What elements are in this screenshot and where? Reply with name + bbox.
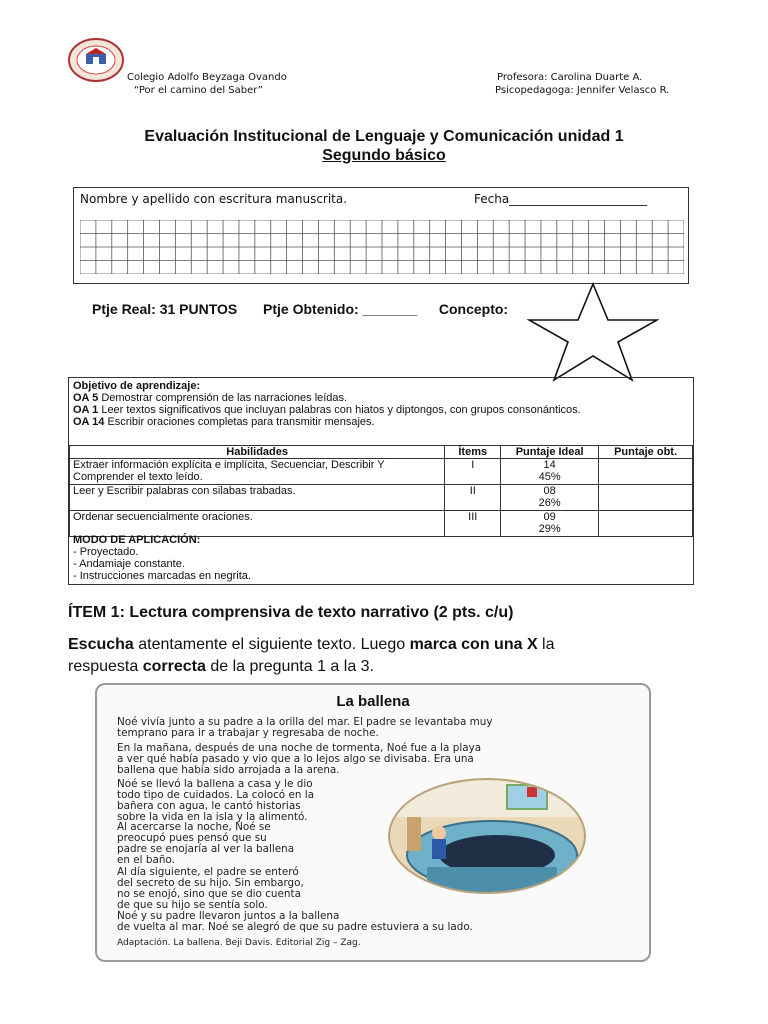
table-row bbox=[70, 511, 693, 537]
obtained-cell[interactable] bbox=[599, 459, 693, 485]
reading-title: La ballena bbox=[336, 693, 410, 710]
header-skills: Habilidades bbox=[70, 446, 445, 459]
school-seal-logo bbox=[68, 38, 124, 82]
skill-cell: Leer y Escribir palabras con silabas trabadas. bbox=[70, 485, 445, 511]
objective-oa14: OA 14 Escribir oraciones completas para transmitir mensajes. bbox=[73, 416, 375, 428]
page-title bbox=[0, 127, 768, 165]
application-item: - Proyectado. bbox=[73, 546, 139, 558]
points-cell: 09 29% bbox=[501, 511, 599, 537]
psychopedagogue-name: Psicopedagoga: Jennifer Velasco R. bbox=[495, 85, 670, 96]
header-ideal-points: Puntaje Ideal bbox=[501, 446, 599, 459]
item-cell: II bbox=[445, 485, 501, 511]
title-grade: Segundo básico bbox=[322, 147, 446, 164]
school-name: Colegio Adolfo Beyzaga Ovando bbox=[127, 72, 287, 83]
teacher-name: Profesora: Carolina Duarte A. bbox=[497, 72, 643, 83]
paragraph-5: Al día siguiente, el padre se enteró del secreto de su hijo. Sin embargo, no se enojó, sino que se dio cuenta de que su hijo se sentía solo. bbox=[117, 866, 304, 911]
item-cell: III bbox=[445, 511, 501, 537]
application-item: - Andamiaje constante. bbox=[73, 558, 185, 570]
header-items: Ítems bbox=[445, 446, 501, 459]
obtained-cell[interactable] bbox=[599, 511, 693, 537]
whale-bathtub-illustration bbox=[387, 777, 587, 895]
skill-cell: Extraer información explícita e implícita, Secuenciar, Describir Y Comprender el texto leído. bbox=[70, 459, 445, 485]
date-label: Fecha_______________________ bbox=[474, 192, 648, 206]
table-row bbox=[70, 459, 693, 485]
objective-oa1: OA 1 Leer textos significativos que incluyan palabras con hiatos y diptongos, con grupos consonánticos. bbox=[73, 404, 581, 416]
skill-cell: Ordenar secuencialmente oraciones. bbox=[70, 511, 445, 537]
points-cell: 14 45% bbox=[501, 459, 599, 485]
score-line bbox=[92, 301, 508, 317]
name-writing-box[interactable] bbox=[73, 187, 689, 284]
reading-credit: Adaptación. La ballena. Beji Davis. Editorial Zig – Zag. bbox=[117, 938, 361, 948]
application-heading: MODO DE APLICACIÓN: bbox=[73, 534, 201, 546]
table-row bbox=[70, 485, 693, 511]
item1-instructions: Escucha atentamente el siguiente texto. Luego marca con una X la respuesta correcta de la pregunta 1 a la 3. bbox=[68, 636, 555, 675]
star-icon bbox=[527, 282, 659, 382]
paragraph-1: Noé vivía junto a su padre a la orilla del mar. El padre se levantaba muy temprano para ir a trabajar y regresaba de noche. bbox=[117, 716, 493, 739]
item1-title: ÍTEM 1: Lectura comprensiva de texto narrativo (2 pts. c/u) bbox=[68, 604, 514, 621]
score-real: Ptje Real: 31 PUNTOS bbox=[92, 301, 238, 317]
application-mode bbox=[73, 534, 251, 582]
handwriting-grid[interactable] bbox=[80, 220, 684, 274]
reading-passage bbox=[95, 683, 651, 962]
objectives-heading: Objetivo de aprendizaje: bbox=[73, 380, 201, 392]
paragraph-3: Noé se llevó la ballena a casa y le dio todo tipo de cuidados. La colocó en la bañera con agua, le cantó historias sobre la vida en la isla y la alimentó. bbox=[117, 778, 314, 823]
table-header-row bbox=[70, 446, 693, 459]
school-motto: “Por el camino del Saber” bbox=[134, 85, 263, 96]
score-concept: Concepto: bbox=[438, 301, 509, 317]
paragraph-2: En la mañana, después de una noche de tormenta, Noé fue a la playa a ver qué había pasado y vio que a lo lejos algo se divisaba. Era una ballena que había sido arrojada a la arena. bbox=[117, 742, 482, 776]
score-obtained: Ptje Obtenido: _______ bbox=[263, 301, 418, 317]
skills-table bbox=[69, 445, 693, 537]
objective-oa5: OA 5 Demostrar comprensión de las narraciones leídas. bbox=[73, 392, 348, 404]
paragraph-6: Noé y su padre llevaron juntos a la ballena de vuelta al mar. Noé se alegró de que su padre estuviera a su lado. bbox=[117, 910, 473, 933]
name-label: Nombre y apellido con escritura manuscrita. bbox=[80, 192, 348, 206]
paragraph-4: Al acercarse la noche, Noé se preocupó pues pensó que su padre se enojaría al ver la ballena en el baño. bbox=[117, 821, 295, 866]
application-item: - Instrucciones marcadas en negrita. bbox=[73, 570, 251, 582]
header-obtained-points: Puntaje obt. bbox=[599, 446, 693, 459]
title-main: Evaluación Institucional de Lenguaje y Comunicación unidad 1 bbox=[144, 128, 624, 145]
obtained-cell[interactable] bbox=[599, 485, 693, 511]
objectives-table bbox=[68, 377, 694, 585]
item-cell: I bbox=[445, 459, 501, 485]
points-cell: 08 26% bbox=[501, 485, 599, 511]
